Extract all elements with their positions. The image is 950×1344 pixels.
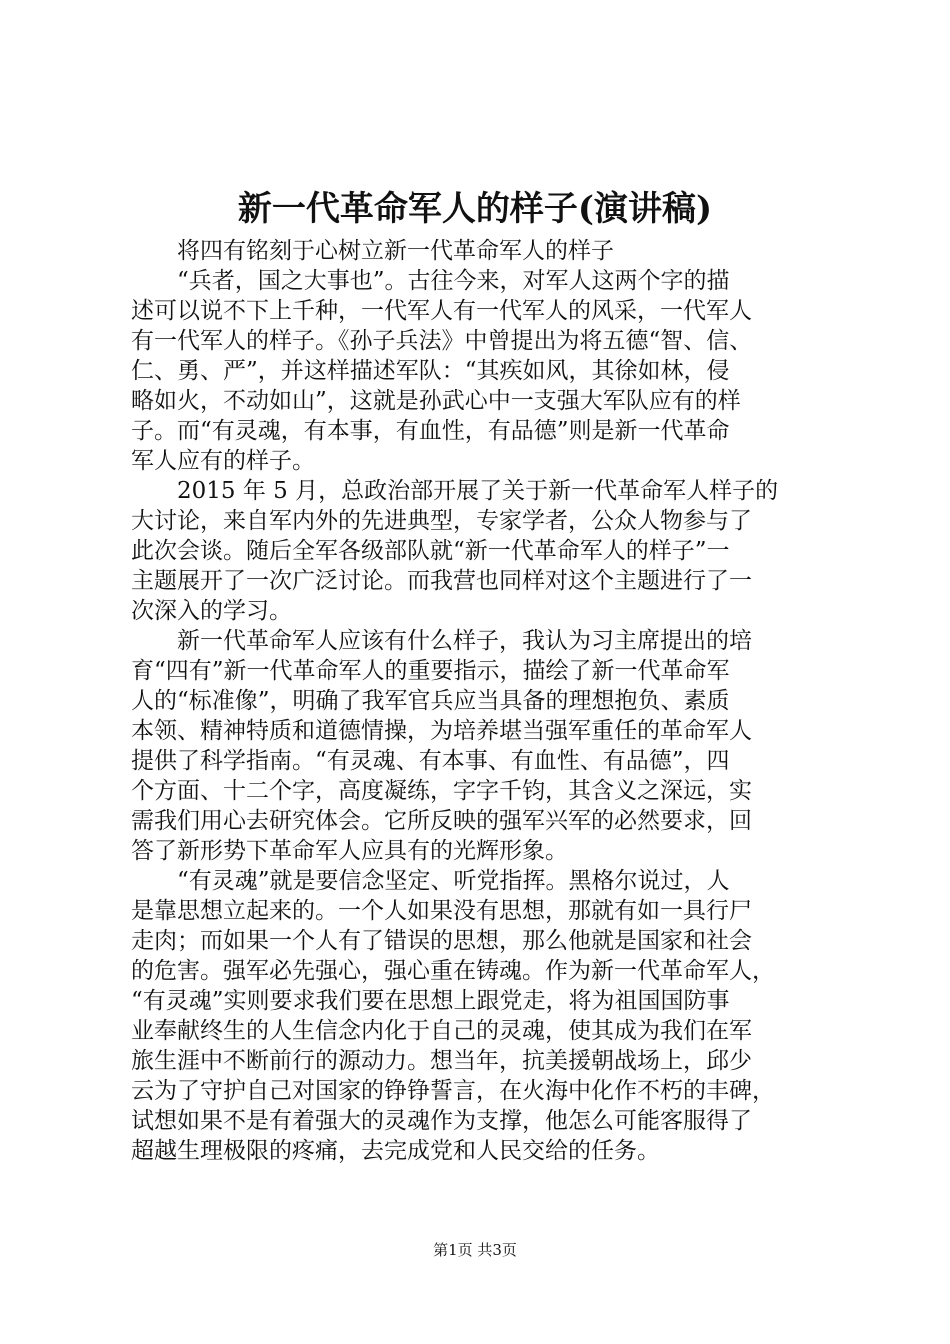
text-line: 个方面、十二个字，高度凝练，字字千钧，其含义之深远，实	[131, 778, 752, 804]
text-line: “有灵魂”实则要求我们要在思想上跟党走，将为祖国国防事	[131, 988, 730, 1014]
text-line: 云为了守护自己对国家的铮铮誓言，在火海中化作不朽的丰碑，	[131, 1078, 775, 1104]
text-line: 超越生理极限的疼痛，去完成党和人民交给的任务。	[131, 1138, 660, 1164]
text-line: 述可以说不下上千种，一代军人有一代军人的风采，一代军人	[131, 298, 752, 324]
text-line: 大讨论，来自军内外的先进典型，专家学者，公众人物参与了	[131, 508, 752, 534]
text-line: 主题展开了一次广泛讨论。而我营也同样对这个主题进行了一	[131, 568, 752, 594]
text-line: 2015 年 5 月，总政治部开展了关于新一代革命军人样子的	[177, 478, 779, 504]
text-line: 新一代革命军人应该有什么样子，我认为习主席提出的培	[177, 628, 752, 654]
text-line: 提供了科学指南。“有灵魂、有本事、有血性、有品德”，四	[131, 748, 730, 774]
document-body	[131, 236, 826, 1166]
text-line: 需我们用心去研究体会。它所反映的强军兴军的必然要求，回	[131, 808, 752, 834]
document-title: 新一代革命军人的样子(演讲稿)	[237, 189, 713, 229]
text-line: “有灵魂”就是要信念坚定、听党指挥。黑格尔说过，人	[177, 868, 730, 894]
paragraph	[131, 266, 826, 476]
paragraph	[131, 866, 826, 1166]
text-line: 仁、勇、严”，并这样描述军队：“其疾如风，其徐如林，侵	[131, 358, 730, 384]
text-line: 是靠思想立起来的。一个人如果没有思想，那就有如一具行尸	[131, 898, 752, 924]
text-line: 略如火，不动如山”，这就是孙武心中一支强大军队应有的样	[131, 388, 741, 414]
page-number-footer: 第1页 共3页	[433, 1241, 517, 1259]
paragraph	[131, 626, 826, 866]
paragraph-subtitle	[131, 236, 826, 266]
text-line: 次深入的学习。	[131, 598, 292, 624]
text-line: 试想如果不是有着强大的灵魂作为支撑，他怎么可能客服得了	[131, 1108, 752, 1134]
text-line: 人的“标准像”，明确了我军官兵应当具备的理想抱负、素质	[131, 688, 730, 714]
paragraph	[131, 476, 826, 626]
text-line: 育“四有”新一代革命军人的重要指示，描绘了新一代革命军	[131, 658, 730, 684]
text-line: 此次会谈。随后全军各级部队就“新一代革命军人的样子”一	[131, 538, 730, 564]
text-line: 走肉；而如果一个人有了错误的思想，那么他就是国家和社会	[131, 928, 752, 954]
text-line: 旅生涯中不断前行的源动力。想当年，抗美援朝战场上，邱少	[131, 1048, 752, 1074]
text-line: 业奉献终生的人生信念内化于自己的灵魂，使其成为我们在军	[131, 1018, 752, 1044]
text-line: 子。而“有灵魂，有本事，有血性，有品德”则是新一代革命	[131, 418, 730, 444]
text-line: 军人应有的样子。	[131, 448, 315, 474]
text-line: 的危害。强军必先强心，强心重在铸魂。作为新一代革命军人，	[131, 958, 775, 984]
text-line: 本领、精神特质和道德情操，为培养堪当强军重任的革命军人	[131, 718, 752, 744]
text-line: “兵者，国之大事也”。古往今来，对军人这两个字的描	[177, 268, 730, 294]
text-line: 答了新形势下革命军人应具有的光辉形象。	[131, 838, 568, 864]
text-line: 有一代军人的样子。《孙子兵法》中曾提出为将五德“智、信、	[131, 328, 753, 354]
text-line: 将四有铭刻于心树立新一代革命军人的样子	[177, 238, 614, 264]
